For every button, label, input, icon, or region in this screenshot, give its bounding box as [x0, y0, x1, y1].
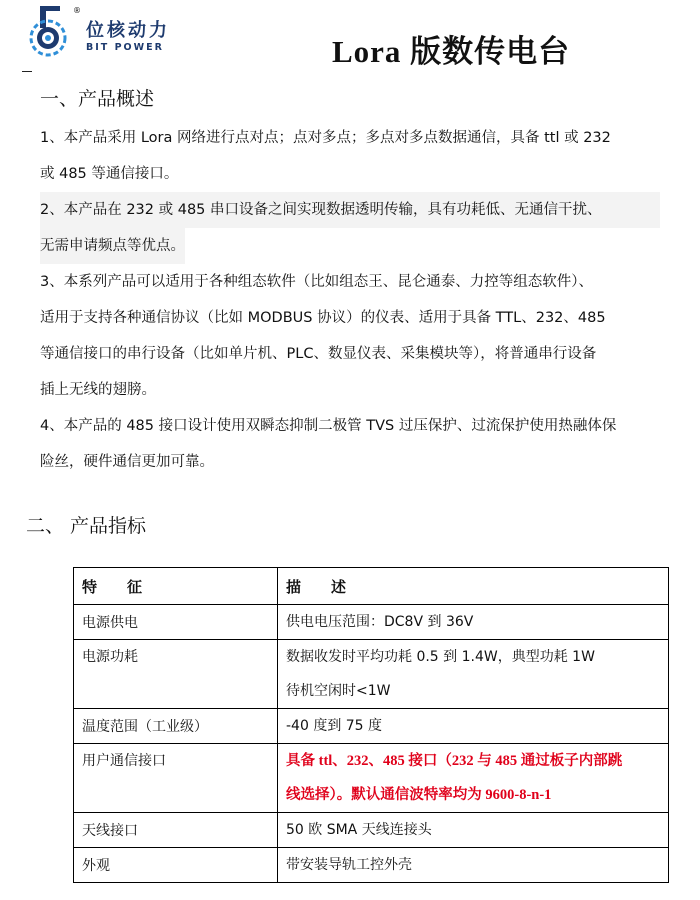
paragraph-line: 无需申请频点等优点。	[40, 228, 185, 264]
description-line: 带安装导轨工控外壳	[286, 857, 412, 873]
description-line: 50 欧 SMA 天线连接头	[286, 822, 432, 838]
feature-cell: 电源供电	[74, 605, 278, 640]
description-cell	[278, 848, 669, 883]
paragraph-line: 或 485 等通信接口。	[40, 166, 179, 182]
description-line-highlight: 线选择）。默认通信波特率均为 9600-8-n-1	[286, 787, 552, 803]
feature-cell: 天线接口	[74, 813, 278, 848]
feature-cell: 电源功耗	[74, 640, 278, 709]
paragraph-4	[40, 408, 660, 480]
company-logo	[26, 6, 216, 58]
description-line-highlight: 具备 ttl、232、485 接口（232 与 485 通过板子内部跳	[286, 753, 623, 769]
logo-text-cn: 位核动力	[86, 20, 170, 41]
logo-text-en: BIT POWER	[86, 42, 164, 53]
description-cell	[278, 709, 669, 744]
paragraph-line: 3、本系列产品可以适用于各种组态软件（比如组态王、昆仑通泰、力控等组态软件）、	[40, 274, 593, 290]
description-cell	[278, 813, 669, 848]
table-row	[74, 813, 669, 848]
table-header-row	[74, 568, 669, 605]
section-heading-specs: 二、 产品指标	[26, 515, 147, 537]
paragraph-line: 适用于支持各种通信协议（比如 MODBUS 协议）的仪表、适用于具备 TTL、232、485	[40, 310, 606, 326]
description-cell	[278, 605, 669, 640]
paragraph-line: 插上无线的翅膀。	[40, 382, 156, 398]
paragraph-line: 险丝，硬件通信更加可靠。	[40, 454, 214, 470]
paragraph-2	[40, 192, 660, 264]
registered-mark: ®	[73, 6, 81, 15]
paragraph-line: 2、本产品在 232 或 485 串口设备之间实现数据透明传输，具有功耗低、无通信干扰、	[40, 192, 660, 228]
table-row	[74, 640, 669, 709]
column-header-description: 描 述	[278, 568, 669, 605]
paragraph-line: 等通信接口的串行设备（比如单片机、PLC、数显仪表、采集模块等），将普通串行设备	[40, 346, 597, 362]
feature-cell: 温度范围（工业级）	[74, 709, 278, 744]
header-rule	[22, 71, 32, 72]
feature-cell: 外观	[74, 848, 278, 883]
description-line: 供电电压范围：DC8V 到 36V	[286, 614, 474, 630]
paragraph-1	[40, 120, 660, 192]
column-header-feature: 特 征	[74, 568, 278, 605]
feature-cell: 用户通信接口	[74, 744, 278, 813]
spec-table	[73, 567, 669, 883]
table-row	[74, 848, 669, 883]
table-row	[74, 709, 669, 744]
document-title: Lora 版数传电台	[332, 34, 571, 69]
description-line: 数据收发时平均功耗 0.5 到 1.4W，典型功耗 1W	[286, 649, 595, 665]
paragraph-3	[40, 264, 660, 408]
description-cell	[278, 744, 669, 813]
paragraph-line: 4、本产品的 485 接口设计使用双瞬态抑制二极管 TVS 过压保护、过流保护使用热融体保	[40, 418, 617, 434]
paragraph-line: 1、本产品采用 Lora 网络进行点对点；点对多点；多点对多点数据通信，具备 ttl 或 232	[40, 130, 611, 146]
table-row	[74, 605, 669, 640]
description-line: 待机空闲时<1W	[286, 683, 391, 699]
section-heading-overview: 一、产品概述	[40, 88, 155, 110]
description-cell	[278, 640, 669, 709]
description-line: -40 度到 75 度	[286, 718, 383, 734]
table-row	[74, 744, 669, 813]
